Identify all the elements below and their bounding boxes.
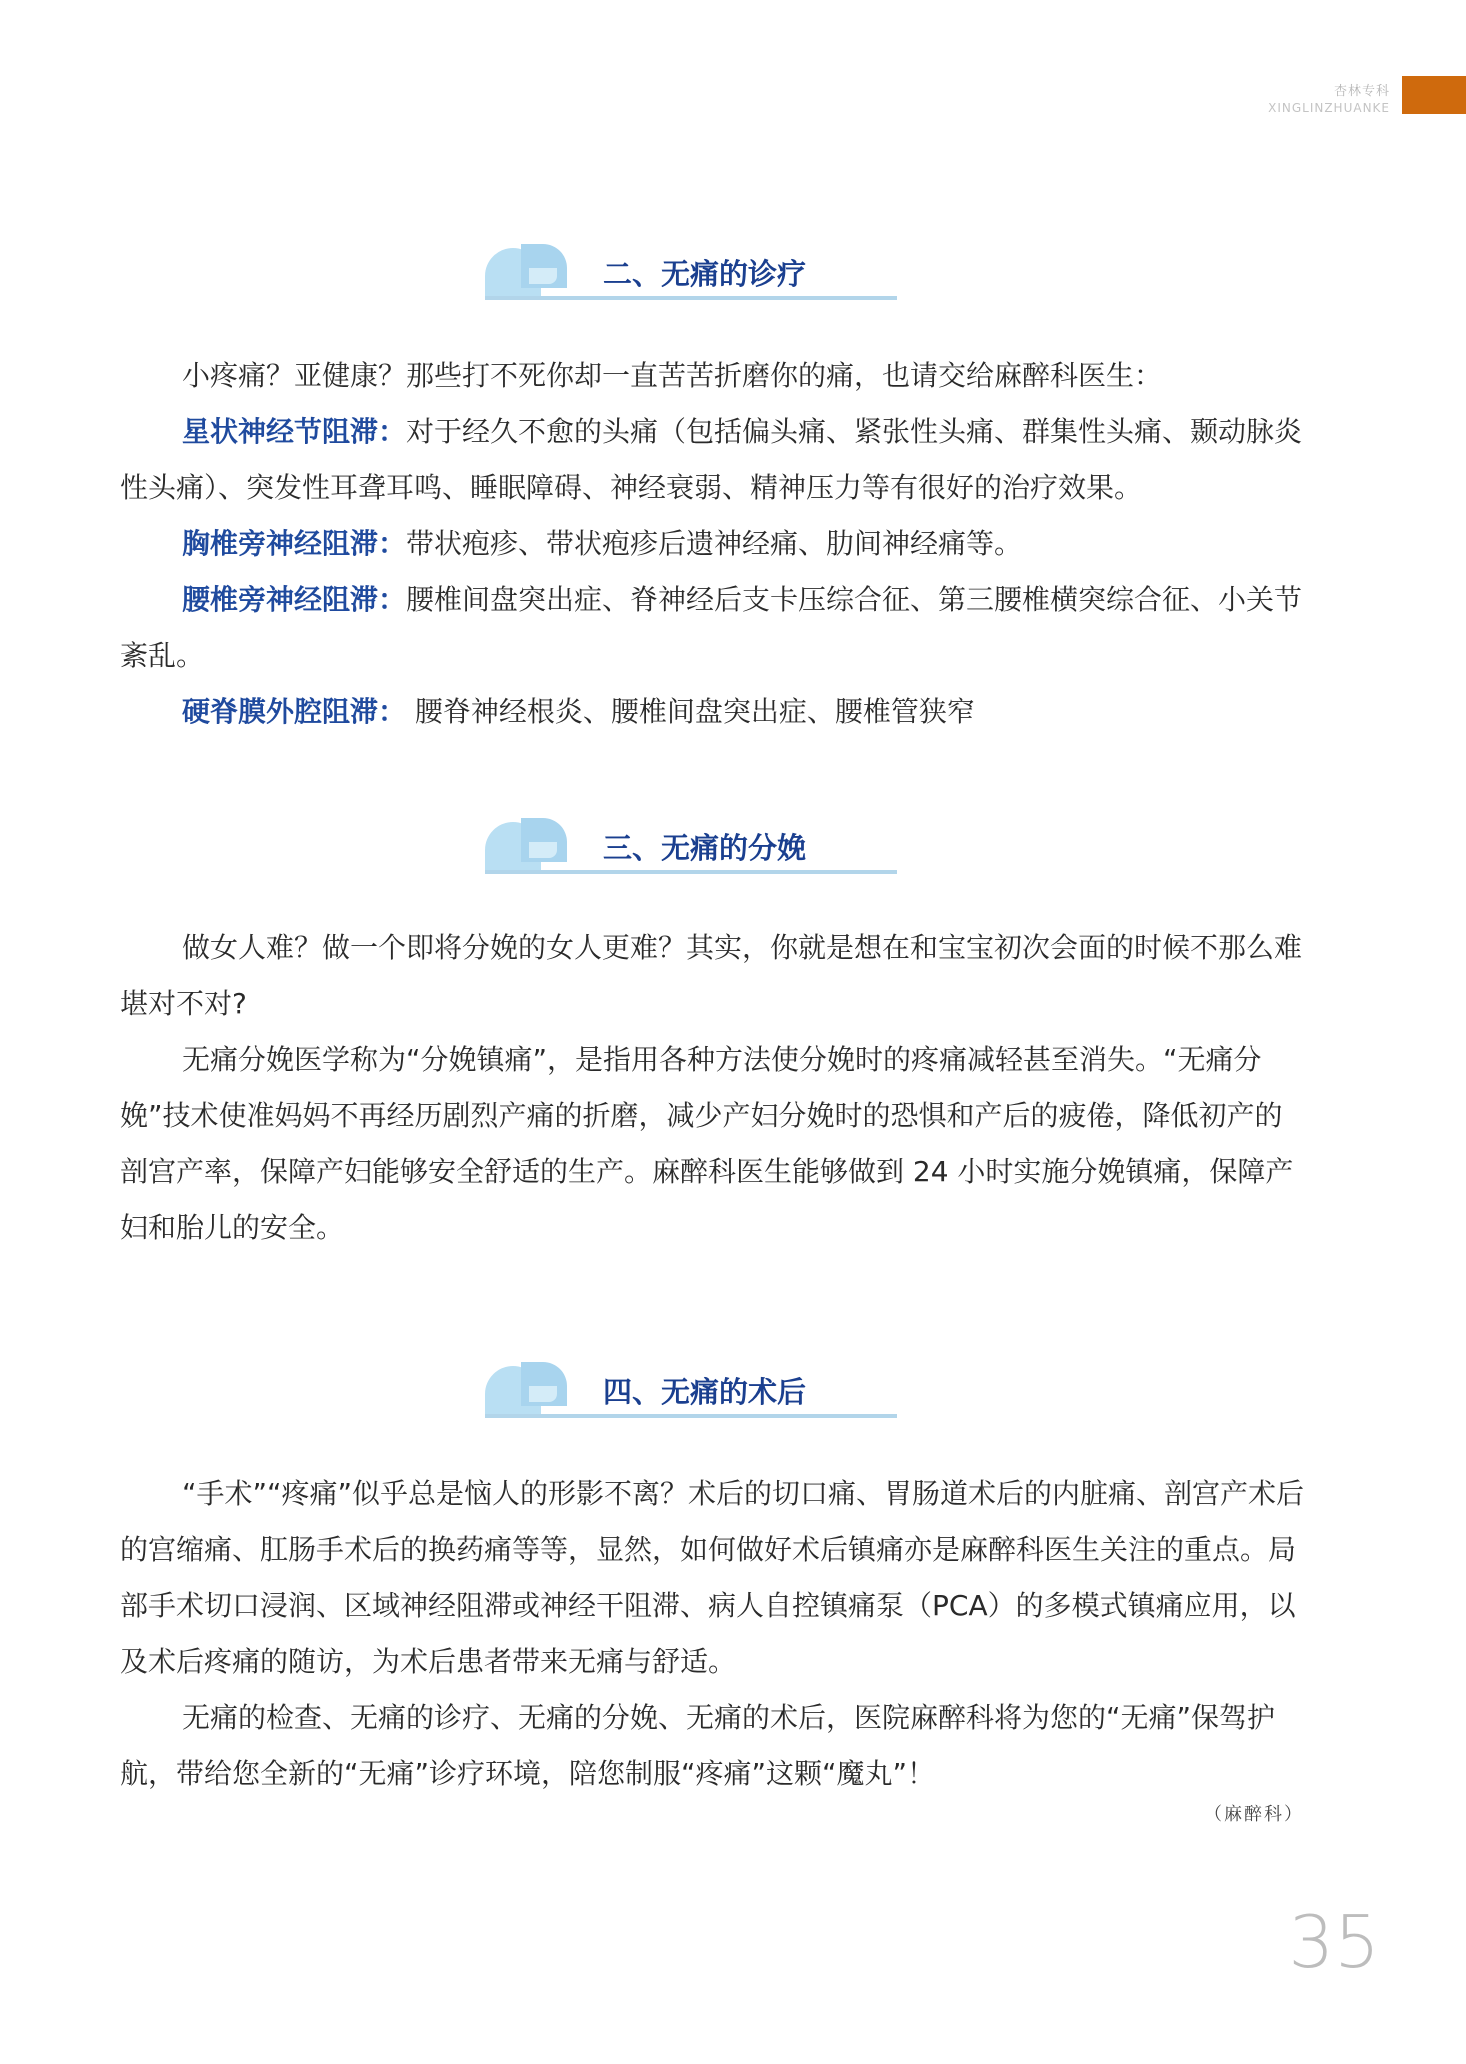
paragraph: 无痛分娩医学称为“分娩镇痛”，是指用各种方法使分娩时的疼痛减轻甚至消失。“无痛分娩”技术使准妈妈不再经历剧烈产痛的折磨，减少产妇分娩时的恐惧和产后的疲倦，降低初产的剖宫产率，保障产妇能够安全舒适的生产。麻醉科医生能够做到 24 小时实施分娩镇痛，保障产妇和胎儿的安全。 [120, 1043, 1294, 1244]
heading-underline [485, 1414, 897, 1418]
section-title: 四、无痛的术后 [603, 1375, 807, 1409]
heading-ornament [529, 842, 557, 858]
term-label: 胸椎旁神经阻滞： [182, 527, 407, 560]
paragraph [120, 404, 1305, 516]
section-body-3 [120, 920, 1305, 1256]
term-label: 硬脊膜外腔阻滞： [182, 695, 407, 728]
paragraph: 小疼痛？亚健康？那些打不死你却一直苦苦折磨你的痛，也请交给麻醉科医生： [182, 359, 1163, 392]
term-label: 星状神经节阻滞： [182, 415, 407, 448]
term-text: 腰椎间盘突出症、脊神经后支卡压综合征、第三腰椎横突综合征、小关节紊乱。 [120, 583, 1303, 672]
section-name-en: XINGLINZHUANKE [1268, 101, 1390, 115]
term-text: 对于经久不愈的头痛（包括偏头痛、紧张性头痛、群集性头痛、颞动脉炎性头痛）、突发性耳聋耳鸣、睡眠障碍、神经衰弱、精神压力等有很好的治疗效果。 [120, 415, 1303, 504]
heading-underline [485, 870, 897, 874]
section-heading-4 [485, 1362, 897, 1418]
paragraph [120, 572, 1305, 684]
section-heading-3 [485, 818, 897, 874]
heading-ornament [529, 1386, 557, 1402]
page-number: 35 [1288, 1900, 1380, 1984]
heading-ornament [529, 268, 557, 284]
paragraph [120, 516, 1305, 572]
section-title: 二、无痛的诊疗 [603, 257, 807, 291]
heading-underline [485, 296, 897, 300]
corner-accent-block [1402, 76, 1466, 114]
section-title: 三、无痛的分娩 [603, 831, 807, 865]
term-text: 带状疱疹、带状疱疹后遗神经痛、肋间神经痛等。 [406, 527, 1023, 560]
paragraph: 无痛的检查、无痛的诊疗、无痛的分娩、无痛的术后，医院麻醉科将为您的“无痛”保驾护航，带给您全新的“无痛”诊疗环境，陪您制服“疼痛”这颗“魔丸”！ [120, 1701, 1276, 1790]
section-body-2 [120, 348, 1305, 740]
paragraph: “手术”“疼痛”似乎总是恼人的形影不离？术后的切口痛、胃肠道术后的内脏痛、剖宫产术后的宫缩痛、肛肠手术后的换药痛等等，显然，如何做好术后镇痛亦是麻醉科医生关注的重点。局部手术切口浸润、区域神经阻滞或神经干阻滞、病人自控镇痛泵（PCA）的多模式镇痛应用，以及术后疼痛的随访，为术后患者带来无痛与舒适。 [120, 1477, 1305, 1678]
paragraph: 做女人难？做一个即将分娩的女人更难？其实，你就是想在和宝宝初次会面的时候不那么难堪对不对? [120, 931, 1303, 1020]
section-body-4 [120, 1466, 1305, 1802]
section-name-cn: 杏林专科 [1333, 84, 1390, 99]
paragraph [120, 684, 1305, 740]
term-label: 腰椎旁神经阻滞： [182, 583, 407, 616]
section-heading-2 [485, 244, 897, 300]
term-text: 腰脊神经根炎、腰椎间盘突出症、腰椎管狭窄 [406, 695, 975, 728]
author-signature: （麻醉科） [1204, 1804, 1304, 1825]
